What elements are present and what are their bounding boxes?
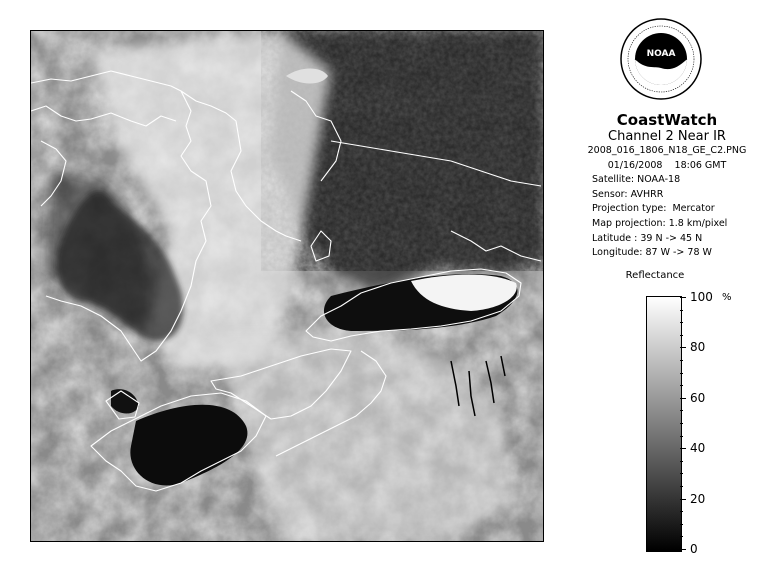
legend-tick-mark	[680, 297, 686, 298]
legend-tick-mark	[680, 536, 683, 537]
legend-tick-mark	[680, 398, 686, 399]
legend-tick-mark	[680, 549, 686, 550]
legend-tick-mark	[680, 385, 683, 386]
longitude: Longitude: 87 W -> 78 W	[592, 247, 712, 259]
noaa-logo-text: NOAA	[646, 49, 676, 59]
legend-tick-mark	[680, 310, 683, 311]
noaa-logo	[620, 18, 702, 100]
legend-tick-label: 100	[690, 290, 713, 304]
legend-tick-label: 20	[690, 492, 706, 506]
brand-title: CoastWatch	[616, 111, 718, 129]
legend-unit: %	[722, 292, 732, 303]
legend-tick-mark	[680, 347, 686, 348]
legend-tick-mark	[680, 335, 683, 336]
legend-tick-mark	[680, 322, 683, 323]
datetime: 01/16/2008 18:06 GMT	[607, 159, 727, 171]
legend-tick-mark	[680, 524, 683, 525]
legend-tick-label: 0	[690, 542, 698, 556]
legend-tick-mark	[680, 448, 686, 449]
legend-tick-mark	[680, 423, 683, 424]
legend-tick-label: 60	[690, 391, 706, 405]
legend-tick-mark	[680, 360, 683, 361]
legend-tick-label: 80	[690, 340, 706, 354]
satellite-map	[31, 31, 543, 541]
legend-tick-mark	[680, 486, 683, 487]
sensor: Sensor: AVHRR	[592, 188, 664, 200]
legend-tick-mark	[680, 461, 683, 462]
map-projection: Map projection: 1.8 km/pixel	[592, 217, 728, 229]
satellite-image	[30, 30, 544, 542]
channel-title: Channel 2 Near IR	[608, 129, 726, 144]
projection-type: Projection type: Mercator	[592, 203, 715, 215]
legend-title: Reflectance	[625, 270, 685, 281]
legend-tick-mark	[680, 511, 683, 512]
legend-tick-mark	[680, 436, 683, 437]
legend-tick-mark	[680, 499, 686, 500]
filename: 2008_016_1806_N18_GE_C2.PNG	[587, 145, 747, 156]
reflectance-scale-bar	[646, 296, 682, 552]
legend-tick-mark	[680, 373, 683, 374]
info-panel	[556, 112, 778, 261]
legend-tick-mark	[680, 473, 683, 474]
legend-tick-mark	[680, 410, 683, 411]
legend-tick-label: 40	[690, 441, 706, 455]
satellite: Satellite: NOAA-18	[592, 174, 681, 186]
latitude: Latitude : 39 N -> 45 N	[592, 232, 703, 244]
